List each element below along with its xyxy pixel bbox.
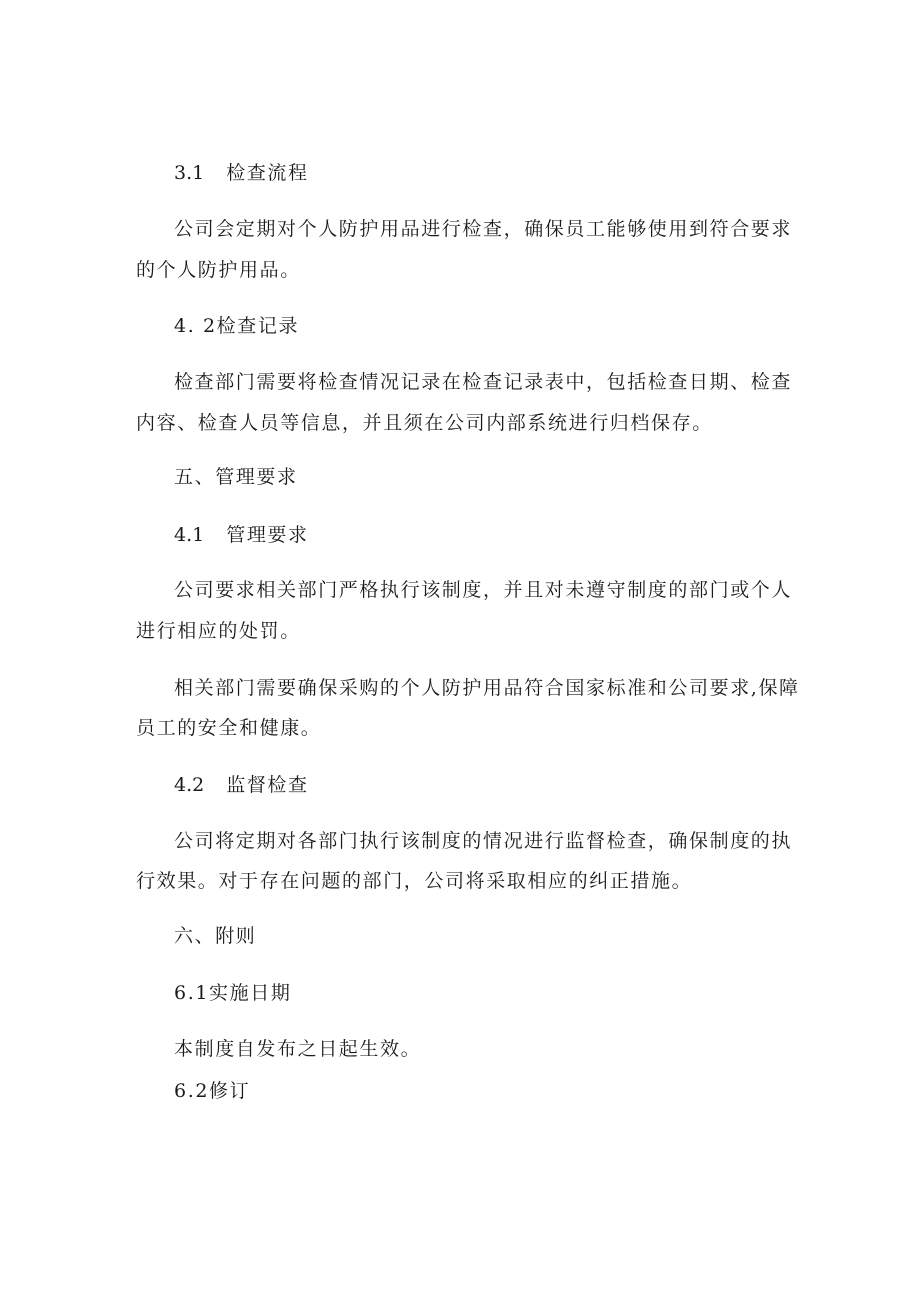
- paragraph-line: 本制度自发布之日起生效。: [174, 1038, 422, 1060]
- heading-4-1: [174, 523, 309, 547]
- heading-3-1: [174, 161, 309, 185]
- heading-section-5: 五、管理要求: [174, 466, 298, 488]
- paragraph-line: 行效果。对于存在问题的部门，公司将采取相应的纠正措施。: [136, 870, 693, 892]
- heading-section-6: 六、附则: [174, 925, 257, 947]
- paragraph-line: 的个人防护用品。: [136, 259, 301, 281]
- paragraph-line: 公司将定期对各部门执行该制度的情况进行监督检查，确保制度的执: [174, 830, 793, 852]
- paragraph-line: 相关部门需要确保采购的个人防护用品符合国家标准和公司要求,保障: [174, 677, 800, 699]
- heading-title: 监督检查: [226, 774, 309, 796]
- heading-title: 检查流程: [226, 162, 309, 184]
- heading-6-2: 6.2修订: [174, 1080, 251, 1102]
- heading-number: 4.2: [174, 774, 205, 796]
- heading-number: 3.1: [174, 162, 205, 184]
- paragraph-line: 员工的安全和健康。: [136, 717, 322, 739]
- paragraph-line: 检查部门需要将检查情况记录在检查记录表中，包括检查日期、检查: [174, 371, 793, 393]
- paragraph-line: 内容、检查人员等信息，并且须在公司内部系统进行归档保存。: [136, 412, 713, 434]
- heading-4-2-record: 4. 2检查记录: [174, 315, 300, 337]
- paragraph-line: 公司要求相关部门严格执行该制度，并且对未遵守制度的部门或个人: [174, 579, 793, 601]
- paragraph-line: 公司会定期对个人防护用品进行检查，确保员工能够使用到符合要求: [174, 218, 793, 240]
- heading-title: 管理要求: [226, 524, 309, 546]
- heading-number: 4.1: [174, 524, 205, 546]
- paragraph-line: 进行相应的处罚。: [136, 620, 301, 642]
- heading-6-1: 6.1实施日期: [174, 982, 292, 1004]
- heading-4-2-supervision: [174, 773, 309, 797]
